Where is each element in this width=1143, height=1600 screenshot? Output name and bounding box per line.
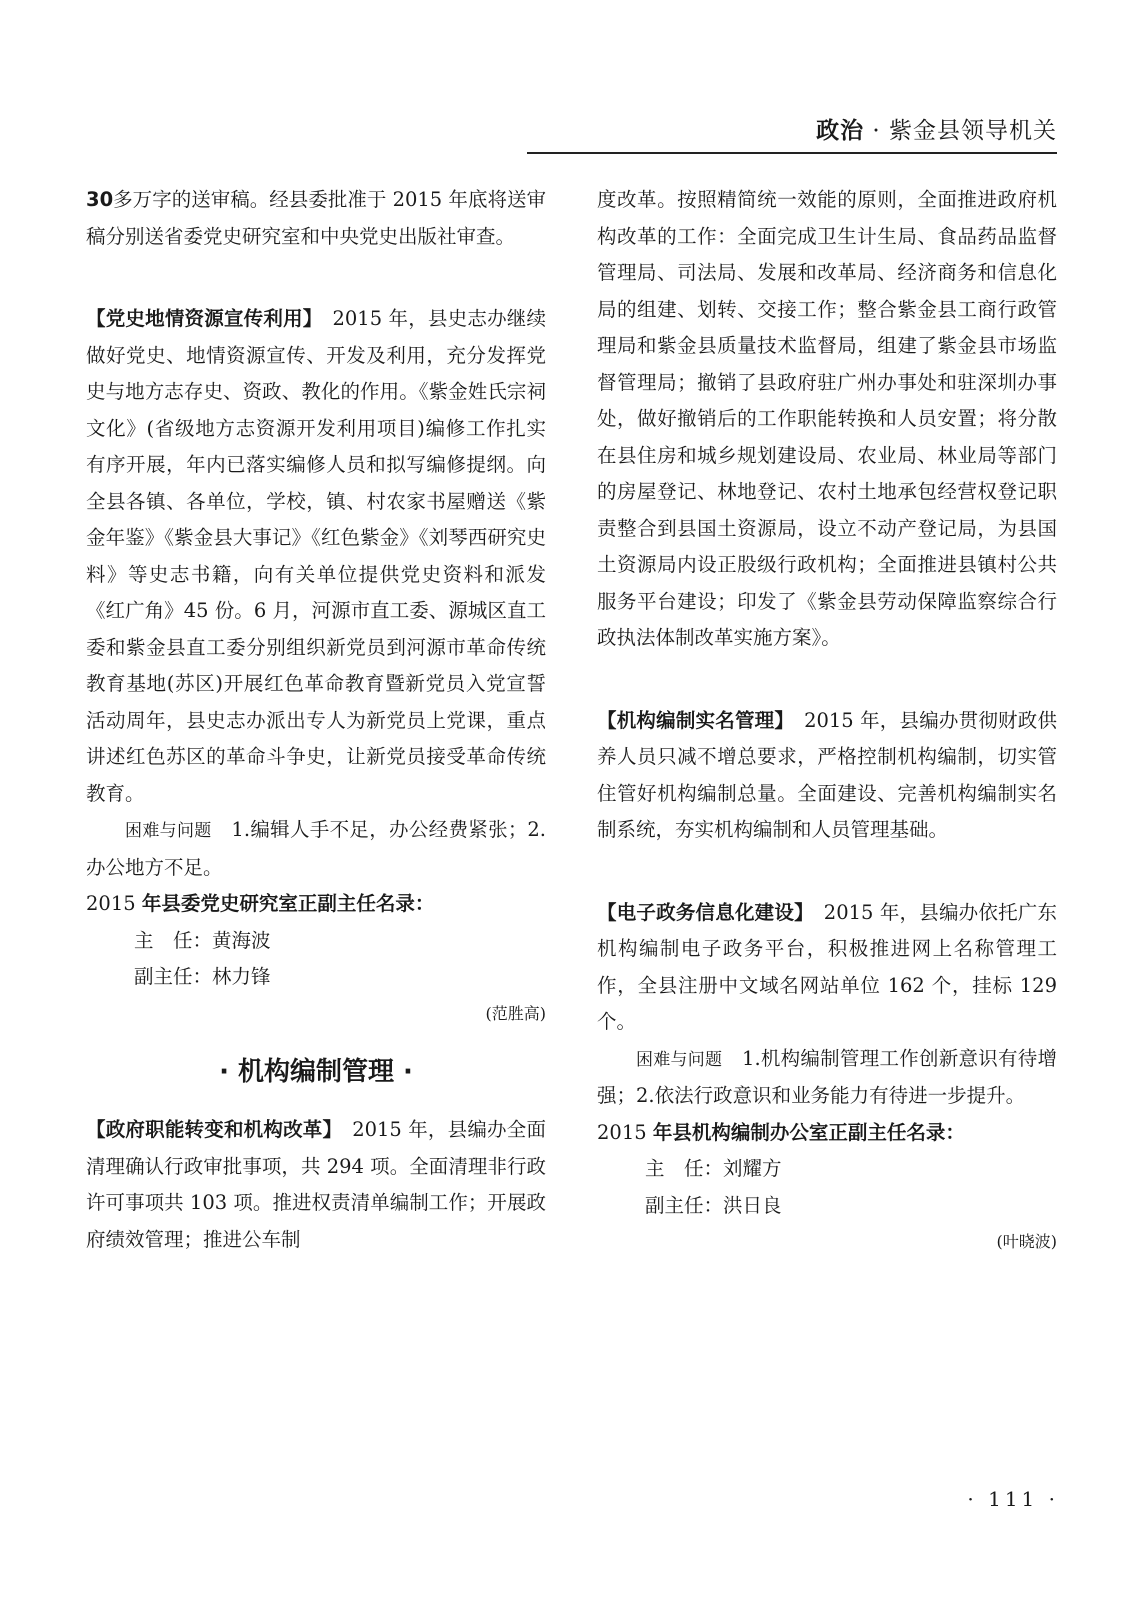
section-title: · 机构编制管理 · [219, 1057, 413, 1087]
header-section: 政治 [816, 118, 865, 144]
entry-heading: 【机构编制实名管理】 [597, 708, 785, 732]
right-column [597, 182, 1057, 1261]
roster-list [597, 1151, 1057, 1224]
paragraph: 【政府职能转变和机构改革】 2015 年，县编办全面清理确认行政审批事项，共 294 项。全面清理非行政许可事项共 103 项。推进权责清单编制工作；开展政府绩效管理；推进公车制 [86, 1118, 546, 1251]
running-header [816, 112, 1057, 145]
paragraph: 【党史地情资源宣传利用】 2015 年，县史志办继续做好党史、地情资源宣传、开发及利用，充分发挥党史与地方志存史、资政、教化的作用。《紫金姓氏宗祠文化》(省级地方志资源开发利用项目)编修工作扎实有序开展，年内已落实编修人员和拟写编修提纲。向全县各镇、各单位，学校，镇、村农家书屋赠送《紫金年鉴》《紫金县大事记》《红色紫金》《刘琴西研究史料》等史志书籍，向有关单位提供党史资料和派发《红广角》45 份。6 月，河源市直工委、源城区直工委和紫金县直工委分别组织新党员到河源市革命传统教育基地(苏区)开展红色革命教育暨新党员入党宣誓活动周年，县史志办派出专人为新党员上党课，重点讲述红色苏区的革命斗争史，让新党员接受革命传统教育。 [86, 307, 546, 805]
entry-heading: 【政府职能转变和机构改革】 [86, 1118, 333, 1141]
header-title: 紫金县领导机关 [889, 118, 1057, 144]
author: (范胜高) [485, 1003, 546, 1023]
left-column [86, 182, 546, 1258]
roster-title: 2015 年县委党史研究室正副主任名录： [86, 892, 435, 915]
bold-number: 30 [86, 188, 114, 211]
paragraph: 困难与问题 1.编辑人手不足，办公经费紧张；2.办公地方不足。 [86, 818, 547, 879]
roster-item: 主 任：黄海波 [134, 928, 271, 952]
spacer [86, 255, 546, 301]
issues-label: 困难与问题 [636, 1049, 723, 1070]
header-rule [527, 152, 1057, 154]
header-dot: · [872, 118, 881, 144]
issues-label: 困难与问题 [125, 821, 212, 841]
roster-item: 主 任：刘耀方 [645, 1157, 782, 1180]
paragraph: 【电子政务信息化建设】 2015 年，县编办依托广东机构编制电子政务平台，积极推进网上名称管理工作，全县注册中文域名网站单位 162 个，挂标 129 个。 [597, 900, 1057, 1033]
entry-heading: 【党史地情资源宣传利用】 [86, 307, 313, 330]
entry-heading: 【电子政务信息化建设】 [597, 900, 805, 924]
roster-list [86, 923, 546, 996]
roster-item: 副主任：林力锋 [134, 965, 271, 988]
spacer [597, 657, 1057, 703]
spacer [597, 849, 1057, 895]
paragraph: 困难与问题 1.机构编制管理工作创新意识有待增强；2.依法行政意识和业务能力有待进一步提升。 [597, 1046, 1057, 1107]
paragraph: 度改革。按照精简统一效能的原则，全面推进政府机构改革的工作：全面完成卫生计生局、食品药品监督管理局、司法局、发展和改革局、经济商务和信息化局的组建、划转、交接工作；整合紫金县工商行政管理局和紫金县质量技术监督局，组建了紫金县市场监督管理局；撤销了县政府驻广州办事处和驻深圳办事处，做好撤销后的工作职能转换和人员安置；将分散在县住房和城乡规划建设局、农业局、林业局等部门的房屋登记、林地登记、农村土地承包经营权登记职责整合到县国土资源局，设立不动产登记局，为县国土资源局内设正股级行政机构；全面推进县镇村公共服务平台建设；印发了《紫金县劳动保障监察综合行政执法体制改革实施方案》。 [597, 188, 1057, 649]
roster-title: 2015 年县机构编制办公室正副主任名录： [597, 1120, 965, 1144]
author: (叶晓波) [996, 1232, 1057, 1251]
paragraph: 30多万字的送审稿。经县委批准于 2015 年底将送审稿分别送省委党史研究室和中央党史出版社审查。 [86, 188, 546, 248]
roster-item: 副主任：洪日良 [645, 1193, 782, 1217]
paragraph: 【机构编制实名管理】 2015 年，县编办贯彻财政供养人员只减不增总要求，严格控制机构编制，切实管住管好机构编制总量。全面建设、完善机构编制实名制系统，夯实机构编制和人员管理基础。 [597, 708, 1057, 841]
page-number: · 111 · [967, 1487, 1059, 1511]
